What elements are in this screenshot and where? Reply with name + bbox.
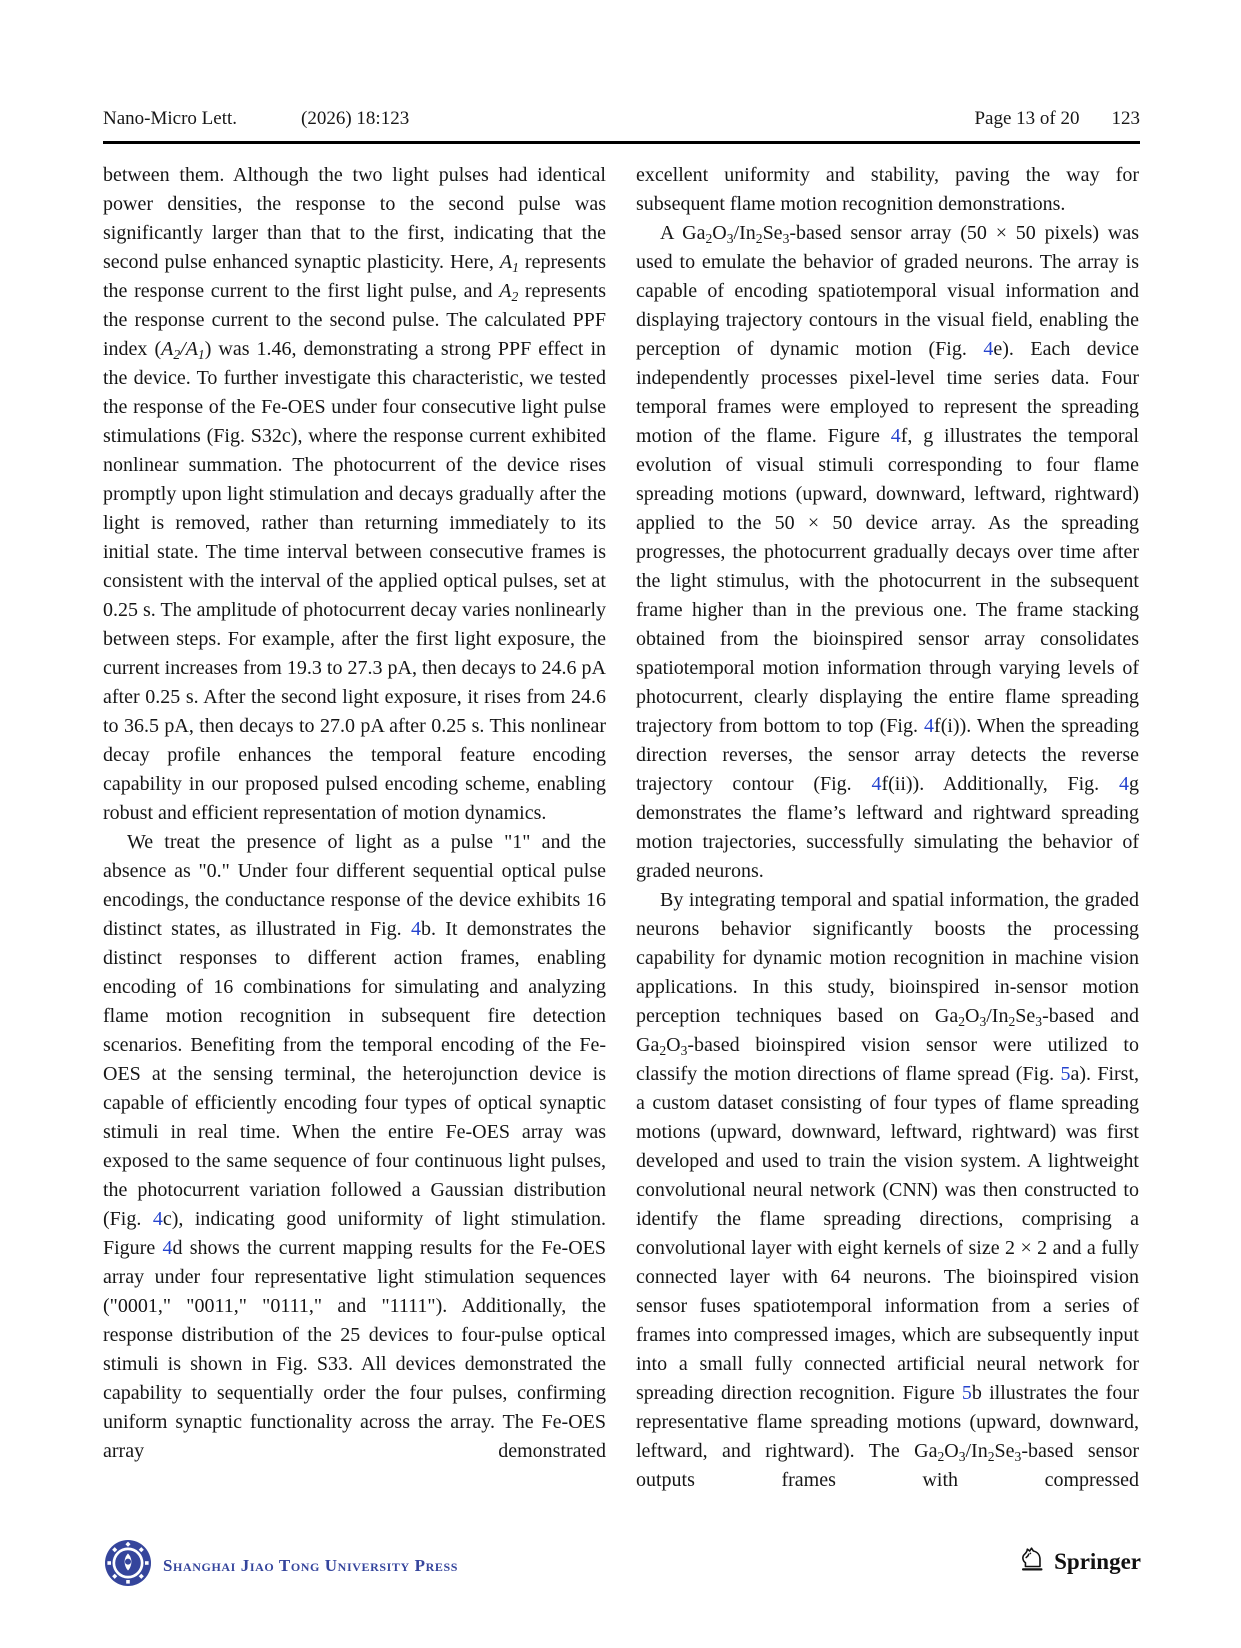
header-left xyxy=(103,108,409,130)
page-info: Page 13 of 20 xyxy=(974,108,1080,129)
paragraph: We treat the presence of light as a pulse "1" and the absence as "0." Under four different sequential optical pulse encodings, the conductance response of the device exhibits 16 distinct states, as illustrated in Fig. 4b. It demonstrates the distinct responses to different action frames, enabling encoding of 16 combinations for simulating and analyzing flame motion recognition in subsequent fire detection scenarios. Benefiting from the temporal encoding of the Fe-OES at the sensing terminal, the heterojunction device is capable of efficiently encoding four types of optical synaptic stimuli in real time. When the entire Fe-OES array was exposed to the same sequence of four continuous light pulses, the photocurrent variation followed a Gaussian distribution (Fig. 4c), indicating good uniformity of light stimulation. Figure 4d shows the current mapping results for the Fe-OES array under four representative light stimulation sequences ("0001," "0011," "0111," and "1111"). Additionally, the response distribution of the 25 devices to four-pulse optical stimuli is shown in Fig. S33. All devices demonstrated the capability to sequentially order the four pulses, confirming uniform synaptic functionality across the array. The Fe-OES array demonstrated xyxy=(103,831,607,1462)
publisher-logo-block xyxy=(104,1539,458,1592)
publisher-name: Shanghai Jiao Tong University Press xyxy=(163,1555,459,1575)
springer-wordmark: Springer xyxy=(1054,1548,1141,1574)
springer-horse-icon xyxy=(1017,1544,1047,1579)
paragraph: excellent uniformity and stability, paving the way for subsequent flame motion recognition demonstrations. xyxy=(636,164,1139,215)
figure-reference-link[interactable]: 4 xyxy=(162,1237,173,1259)
header-rule xyxy=(103,141,1140,144)
column-right xyxy=(636,161,1139,1495)
paragraph: By integrating temporal and spatial information, the graded neurons behavior significantly boosts the processing capability for dynamic motion recognition in machine vision applications. In this study, bioinspired in-sensor motion perception techniques based on $Ga_2O_3/In_2Se_3$-based and $Ga_2O_3$-based bioinspired vision sensor were utilized to classify the motion directions of flame spread (Fig. 5a). First, a custom dataset consisting of four types of flame spreading motions (upward, downward, leftward, rightward) was first developed and used to train the vision system. A lightweight convolutional neural network (CNN) was then constructed to identify the flame spreading directions, comprising a convolutional layer with eight kernels of size 2 × 2 and a fully connected layer with 64 neurons. The bioinspired vision sensor fuses spatiotemporal information from a series of frames into compressed images, which are subsequently input into a small fully connected artificial neural network for spreading direction recognition. Figure 5b illustrates the four representative flame spreading motions (upward, downward, leftward, and rightward). The $Ga_2O_3/In_2Se_3$-based sensor outputs frames with compressed xyxy=(636,889,1140,1491)
springer-logo-block xyxy=(1017,1544,1141,1579)
header-right xyxy=(974,108,1140,130)
figure-reference-link[interactable]: 5 xyxy=(961,1382,972,1404)
article-number: 123 xyxy=(1111,108,1140,129)
journal-name: Nano-Micro Lett. xyxy=(103,108,238,129)
paragraph: A $Ga_2O_3/In_2Se_3$-based sensor array (50 × 50 pixels) was used to emulate the behavior of graded neurons. The array is capable of encoding spatiotemporal visual information and displaying trajectory contours in the visual field, enabling the perception of dynamic motion (Fig. 4e). Each device independently processes pixel-level time series data. Four temporal frames were employed to represent the spreading motion of the flame. Figure 4f, g illustrates the temporal evolution of visual stimuli corresponding to four flame spreading motions (upward, downward, leftward, rightward) applied to the 50 × 50 device array. As the spreading progresses, the photocurrent gradually decays over time after the light stimulus, with the photocurrent in the subsequent frame higher than in the previous one. The frame stacking obtained from the bioinspired sensor array consolidates spatiotemporal motion information through varying levels of photocurrent, clearly displaying the entire flame spreading trajectory from bottom to top (Fig. 4f(i)). When the spreading direction reverses, the sensor array detects the reverse trajectory contour (Fig. 4f(ii)). Additionally, Fig. 4g demonstrates the flame’s leftward and rightward spreading motion trajectories, successfully simulating the behavior of graded neurons. xyxy=(636,222,1140,882)
figure-reference-link[interactable]: 4 xyxy=(890,425,901,447)
figure-reference-link[interactable]: 4 xyxy=(924,715,935,737)
figure-reference-link[interactable]: 5 xyxy=(1060,1063,1071,1085)
sjtu-seal-icon xyxy=(104,1539,152,1592)
figure-reference-link[interactable]: 4 xyxy=(1119,773,1129,795)
paragraph: between them. Although the two light pulses had identical power densities, the response to the second pulse was significantly larger than that to the first, indicating that the second pulse enhanced synaptic plasticity. Here, $A_1$ represents the response current to the first light pulse, and $A_2$ represents the response current to the second pulse. The calculated PPF index $(A_2/A_1)$ was 1.46, demonstrating a strong PPF effect in the device. To further investigate this characteristic, we tested the response of the Fe-OES under four consecutive light pulse stimulations (Fig. S32c), where the response current exhibited nonlinear summation. The photocurrent of the device rises promptly upon light stimulation and decays gradually after the light is removed, rather than returning immediately to its initial state. The time interval between consecutive frames is consistent with the interval of the applied optical pulses, set at 0.25 s. The amplitude of photocurrent decay varies nonlinearly between steps. For example, after the first light exposure, the current increases from 19.3 to 27.3 pA, then decays to 24.6 pA after 0.25 s. After the second light exposure, it rises from 24.6 to 36.5 pA, then decays to 27.0 pA after 0.25 s. This nonlinear decay profile enhances the temporal feature encoding capability in our proposed pulsed encoding scheme, enabling robust and efficient representation of motion dynamics. xyxy=(103,164,607,824)
figure-reference-link[interactable]: 4 xyxy=(871,773,882,795)
column-left xyxy=(103,161,606,1466)
figure-reference-link[interactable]: 4 xyxy=(152,1208,163,1230)
figure-reference-link[interactable]: 4 xyxy=(410,918,421,940)
figure-reference-link[interactable]: 4 xyxy=(983,338,994,360)
journal-issue: (2026) 18:123 xyxy=(301,108,410,129)
